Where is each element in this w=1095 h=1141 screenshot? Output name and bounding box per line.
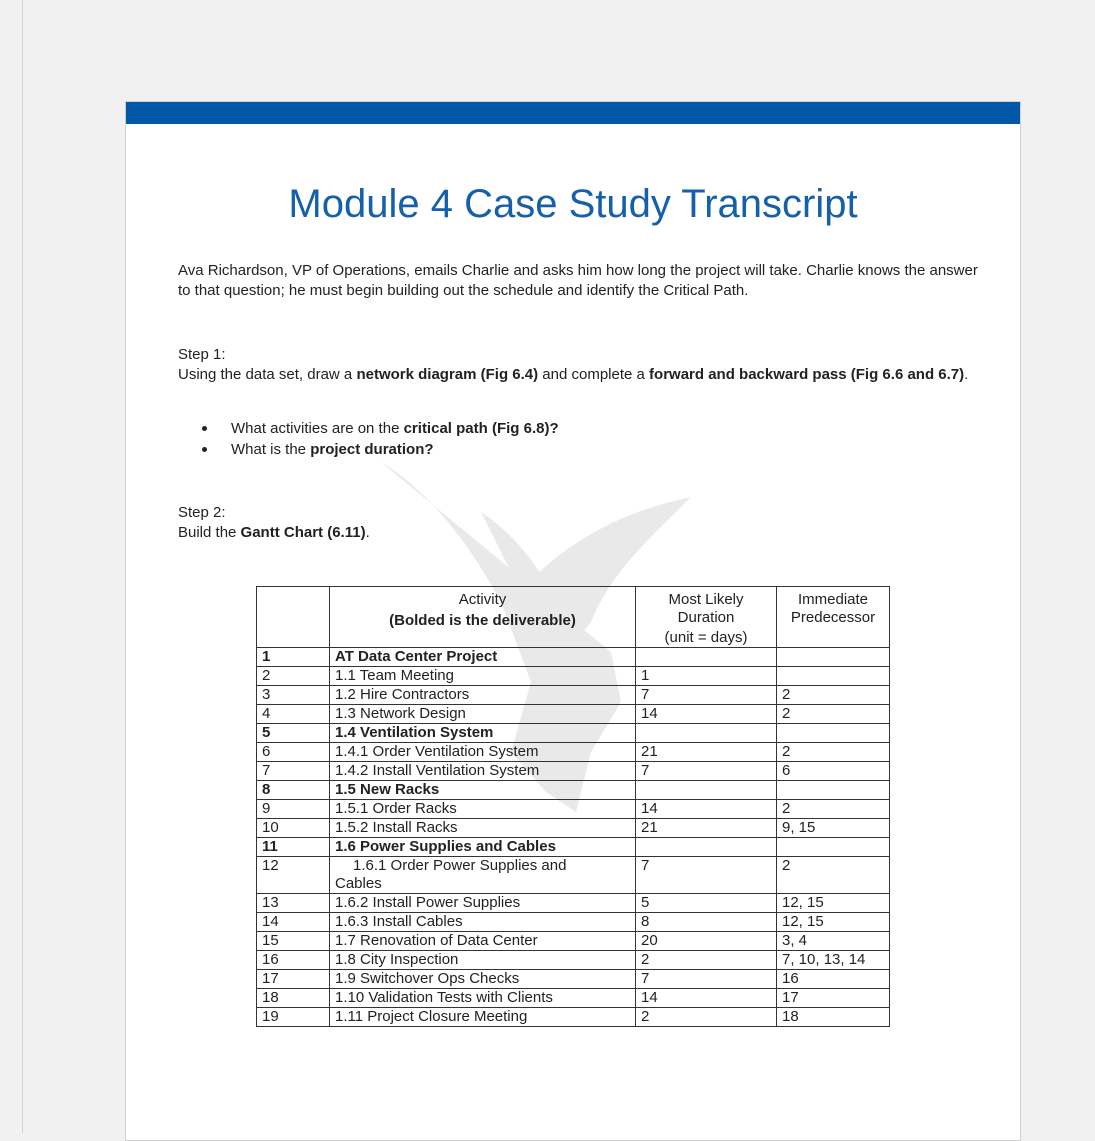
table-row: 13 1.6.2 Install Power Supplies 5 12, 15 [257, 894, 890, 913]
list-item: What activities are on the critical path (Fig 6.8)? [198, 418, 559, 439]
step1-instructions: Using the data set, draw a network diagram (Fig 6.4) and complete a forward and backward pass (Fig 6.6 and 6.7). [178, 366, 969, 383]
step2-label: Step 2: [178, 504, 226, 521]
table-row: 1 AT Data Center Project [257, 648, 890, 667]
table-row: 18 1.10 Validation Tests with Clients 14 17 [257, 989, 890, 1008]
header-predecessor: Immediate Predecessor [777, 587, 890, 648]
bullet-icon [202, 426, 207, 431]
table-header-row [257, 587, 890, 648]
table-row: 7 1.4.2 Install Ventilation System 7 6 [257, 762, 890, 781]
table-row: 17 1.9 Switchover Ops Checks 7 16 [257, 970, 890, 989]
step2-instructions: Build the Gantt Chart (6.11). [178, 524, 370, 541]
document-page [125, 101, 1021, 1141]
intro-paragraph: Ava Richardson, VP of Operations, emails Charlie and asks him how long the project will take. Charlie knows the answer to that question; he must begin building out the schedule and identify the Critical Path. [178, 262, 978, 299]
table-row: 6 1.4.1 Order Ventilation System 21 2 [257, 743, 890, 762]
table-row: 8 1.5 New Racks [257, 781, 890, 800]
table-row: 11 1.6 Power Supplies and Cables [257, 838, 890, 857]
table-row: 4 1.3 Network Design 14 2 [257, 705, 890, 724]
page-title: Module 4 Case Study Transcript [288, 182, 858, 226]
activity-table [256, 586, 890, 1027]
step1-questions [198, 418, 559, 460]
bullet-icon [202, 447, 207, 452]
header-activity: Activity (Bolded is the deliverable) [330, 587, 636, 648]
table-row: 12 1.6.1 Order Power Supplies and Cables 7 2 [257, 857, 890, 894]
table-row: 9 1.5.1 Order Racks 14 2 [257, 800, 890, 819]
table-row: 2 1.1 Team Meeting 1 [257, 667, 890, 686]
left-margin-rule [22, 0, 23, 1133]
table-row: 10 1.5.2 Install Racks 21 9, 15 [257, 819, 890, 838]
table-row: 14 1.6.3 Install Cables 8 12, 15 [257, 913, 890, 932]
step1-label: Step 1: [178, 346, 226, 363]
table-row: 5 1.4 Ventilation System [257, 724, 890, 743]
table-row: 15 1.7 Renovation of Data Center 20 3, 4 [257, 932, 890, 951]
table-row: 16 1.8 City Inspection 2 7, 10, 13, 14 [257, 951, 890, 970]
table-row: 3 1.2 Hire Contractors 7 2 [257, 686, 890, 705]
header-duration: Most Likely Duration (unit = days) [636, 587, 777, 648]
header-band [126, 102, 1020, 124]
table-row: 19 1.11 Project Closure Meeting 2 18 [257, 1008, 890, 1027]
header-number [257, 587, 330, 648]
list-item: What is the project duration? [198, 439, 559, 460]
